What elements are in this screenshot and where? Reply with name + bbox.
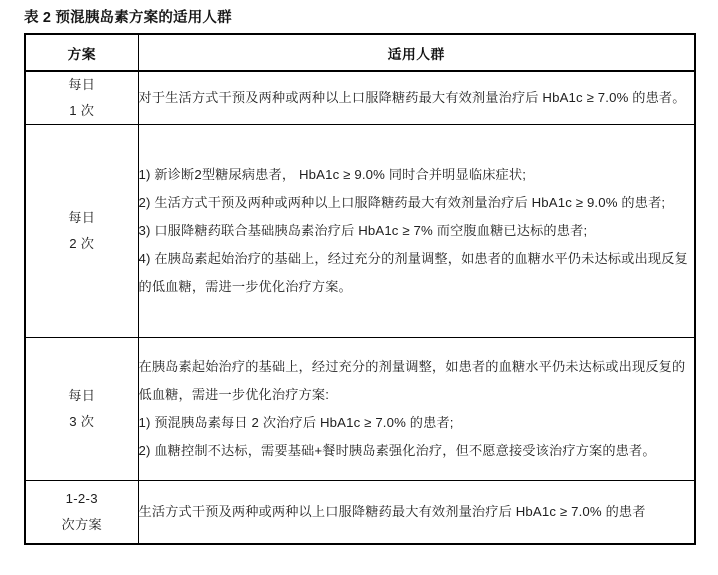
table-header	[25, 34, 695, 71]
scheme-label-line2: 1 次	[69, 103, 95, 118]
cell-population	[138, 71, 695, 125]
scheme-label-line1: 每日	[68, 388, 96, 403]
table-container	[24, 33, 694, 545]
cell-scheme	[25, 125, 138, 338]
table-row	[25, 481, 695, 545]
table-caption: 表 2 预混胰岛素方案的适用人群	[24, 10, 232, 26]
table-body	[25, 71, 695, 544]
table-row	[25, 338, 695, 481]
population-paragraph: 4) 在胰岛素起始治疗的基础上，经过充分的剂量调整，如患者的血糖水平仍未达标或出现反复的低血糖，需进一步优化治疗方案。	[138, 251, 688, 294]
population-paragraph: 3) 口服降糖药联合基础胰岛素治疗后 HbA1c ≥ 7% 而空腹血糖已达标的患者;	[138, 223, 588, 238]
column-header-scheme: 方案	[25, 34, 138, 71]
cell-scheme	[25, 338, 138, 481]
scheme-label-line1: 每日	[68, 77, 96, 92]
population-paragraph: 2) 生活方式干预及两种或两种以上口服降糖药最大有效剂量治疗后 HbA1c ≥ 9.0% 的患者;	[138, 195, 666, 210]
population-paragraph: 2) 血糖控制不达标，需要基础+餐时胰岛素强化治疗，但不愿意接受该治疗方案的患者。	[138, 443, 656, 458]
cell-scheme	[25, 481, 138, 545]
scheme-label-line2: 次方案	[61, 517, 102, 532]
population-paragraph: 对于生活方式干预及两种或两种以上口服降糖药最大有效剂量治疗后 HbA1c ≥ 7.0% 的患者。	[138, 90, 686, 105]
scheme-label-line2: 3 次	[69, 414, 95, 429]
table-header-row	[25, 34, 695, 71]
cell-population	[138, 481, 695, 545]
population-paragraph: 1) 新诊断2型糖尿病患者， HbA1c ≥ 9.0% 同时合并明显临床症状;	[138, 167, 527, 182]
table-row	[25, 125, 695, 338]
population-paragraph: 生活方式干预及两种或两种以上口服降糖药最大有效剂量治疗后 HbA1c ≥ 7.0% 的患者	[138, 504, 646, 519]
cell-population	[138, 338, 695, 481]
cell-population	[138, 125, 695, 338]
cell-scheme	[25, 71, 138, 125]
scheme-label-line1: 1-2-3	[65, 491, 98, 506]
table-row	[25, 71, 695, 125]
scheme-label-line1: 每日	[68, 210, 96, 225]
population-paragraph: 在胰岛素起始治疗的基础上，经过充分的剂量调整，如患者的血糖水平仍未达标或出现反复的低血糖，需进一步优化治疗方案:	[138, 359, 686, 402]
population-paragraph: 1) 预混胰岛素每日 2 次治疗后 HbA1c ≥ 7.0% 的患者;	[138, 415, 454, 430]
insulin-regimen-table	[24, 33, 696, 545]
column-header-population: 适用人群	[138, 34, 695, 71]
scheme-label-line2: 2 次	[69, 236, 95, 251]
